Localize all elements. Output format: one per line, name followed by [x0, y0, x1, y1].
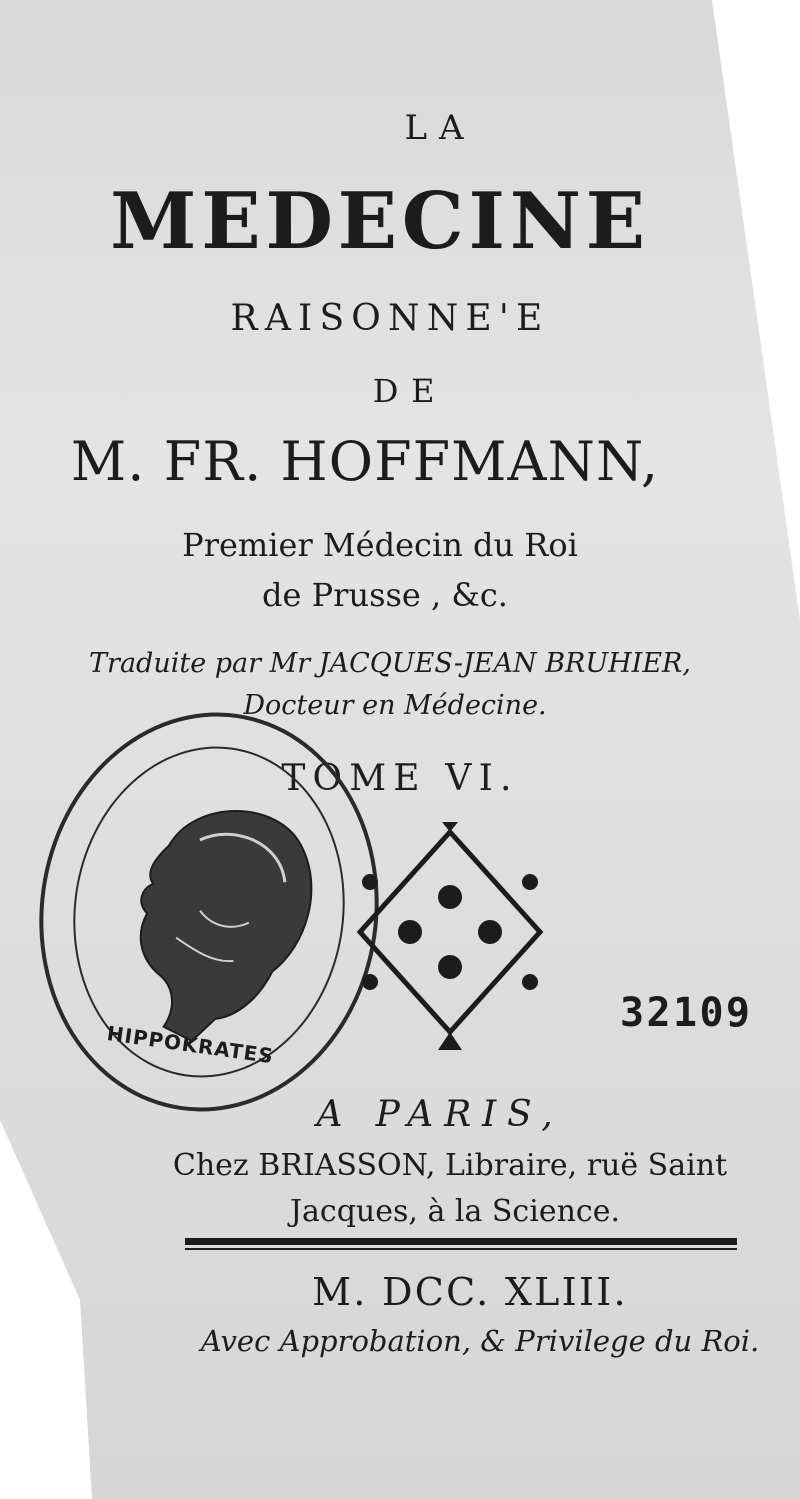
- imprint-rule: [185, 1238, 737, 1250]
- author-title-line2: de Prusse , &c.: [262, 576, 508, 614]
- imprint-year: M. DCC. XLIII.: [312, 1270, 628, 1314]
- title-de: DE: [372, 372, 448, 410]
- translator-line1: Traduite par Mr JACQUES-JEAN BRUHIER,: [89, 648, 691, 679]
- imprint-publisher-line2: Jacques, à la Science.: [289, 1194, 620, 1229]
- author-name: M. FR. HOFFMANN,: [70, 430, 660, 493]
- title-la: LA: [404, 108, 476, 148]
- translator-line2: Docteur en Médecine.: [243, 690, 547, 721]
- imprint-city: A PARIS,: [316, 1094, 564, 1135]
- library-stamp: [14, 690, 404, 1133]
- stamp-motto: HIPPOKRATES: [105, 1021, 276, 1069]
- imprint-privilege: Avec Approbation, & Privilege du Roi.: [200, 1324, 760, 1358]
- imprint-publisher-line1: Chez BRIASSON, Libraire, ruë Saint: [172, 1148, 728, 1183]
- title-medecine: MEDECINE: [110, 176, 650, 267]
- title-raisonnee: RAISONNE'E: [230, 298, 550, 339]
- shelfmark-number: 32109: [620, 990, 753, 1036]
- fleuron-ornament-icon: [350, 822, 550, 1052]
- author-title-line1: Premier Médecin du Roi: [182, 526, 578, 564]
- tome-number: TOME VI.: [281, 758, 519, 799]
